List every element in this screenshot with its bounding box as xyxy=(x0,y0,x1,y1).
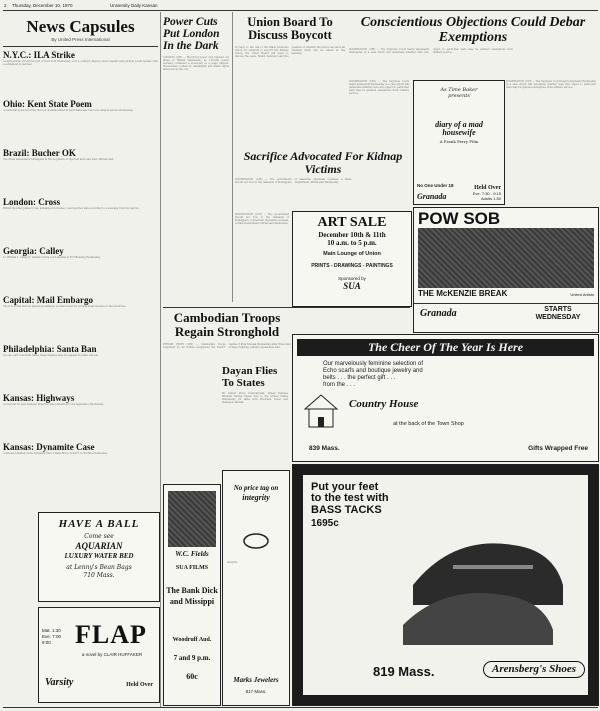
housewife-title: diary of a mad housewife xyxy=(435,120,483,137)
bass-tacks-brand: BASS TACKS xyxy=(311,504,382,516)
house-illustration-icon xyxy=(301,391,341,431)
capsule-item xyxy=(3,442,158,472)
capsule-headline: London: Cross xyxy=(3,197,61,207)
conscientious-continuation: WASHINGTON (UPI) — The Supreme Court heard arguments Wednesday in a case which will determine whether men who object to particular wars may be granted exemptions from military service. xyxy=(349,80,409,95)
sua-logo: SUA xyxy=(343,281,361,291)
capsule-headline: Ohio: Kent State Poem xyxy=(3,99,92,109)
conscientious-article xyxy=(349,16,597,76)
capsule-item xyxy=(3,148,158,194)
capsule-item xyxy=(3,295,158,341)
conscientious-continuation-2: WASHINGTON (UPI) — The Supreme Court heard arguments Wednesday in a case which will determine whether men who object to particular wars may be granted exemptions from military service. xyxy=(506,80,596,89)
sacrifice-headline: Sacrifice Advocated For Kidnap Victims xyxy=(243,149,403,176)
art-sale-title: ART SALE xyxy=(317,215,387,230)
capsule-body: A witness testified in the dynamite trial of Dana Bruce Schnorr in Wichita Wednesday. xyxy=(3,452,108,455)
capsule-body: The Swiss ambassador kidnapped in Rio de Janeiro is reported alive and well, officials said. xyxy=(3,158,115,161)
capsule-body: A memorial poem honoring the four students killed at Kent State was read at a campus service Wednesday. xyxy=(3,109,134,112)
sua-films-logo: SUA FILMS xyxy=(175,565,209,571)
marks-jewelers-ad: No price tag on integrity integrity Marks Jewelers 817 Mass. xyxy=(222,470,290,706)
capsule-body: Lt. William L. Calley Jr. testified at his court-martial at Fort Benning Wednesday. xyxy=(3,256,101,259)
movie-still xyxy=(418,228,594,288)
pow-sob-title: POW SOB xyxy=(418,209,501,228)
granada-logo-2: Granada xyxy=(420,308,457,319)
capsule-body: The U.S. Postal Service placed an embargo on mail bound for several areas because of the rail strike. xyxy=(3,305,127,308)
ring-icon xyxy=(241,531,271,551)
capsule-list xyxy=(3,50,158,472)
country-house-logo: Country House xyxy=(349,398,419,410)
capsule-item xyxy=(3,246,158,292)
capsule-headline: Georgia: Calley xyxy=(3,246,64,256)
capsule-body: A local court ruled that Santa Claus displays may not appear in public schools. xyxy=(3,354,99,357)
capsule-item xyxy=(3,99,158,145)
shoe-illustration-icon xyxy=(393,505,583,655)
news-capsules-column xyxy=(3,12,158,707)
issue-date: Thursday, December 10, 1970 xyxy=(12,3,73,8)
water-bed-ad: HAVE A BALL Come see AQUARIAN LUXURY WATER BED at Lenny's Bean Bags 710 Mass. xyxy=(38,512,160,602)
conscientious-body: WASHINGTON (UPI) — The Supreme Court heard arguments Wednesday in a case which will determine whether men who object to particular wars may be granted exemptions from military service. xyxy=(349,48,513,54)
cambodian-body: PHNOM PENH (UPI) — Cambodian troops supported by air strikes recaptured the district capital of Prek Tameak Wednesday after three days of heavy fighting, military spokesmen said. xyxy=(163,343,291,349)
capsule-headline: Kansas: Highways xyxy=(3,393,75,403)
union-board-headline: Union Board To Discuss Boycott xyxy=(247,15,333,42)
movie-name: THE McKENZIE BREAK xyxy=(418,289,508,298)
dayan-body: By United Press International. Israeli Defense Minister Moshe Dayan flew to the United States Wednesday for talks with President Nixon and Pentagon officials. xyxy=(222,392,288,404)
capsule-headline: Brazil: Bucher OK xyxy=(3,148,76,158)
union-board-body: In reply to the call of the Black Graduate Union for students to boycott the Kansas Union, the Union Board will meet to discuss the issue. Board members said the question of whether the Union can serve all students fairly will be raised at the meeting. xyxy=(235,46,345,58)
paper-name: University Daily Kansan xyxy=(110,3,158,8)
capsule-item xyxy=(3,344,158,390)
varsity-logo: Varsity xyxy=(45,677,74,688)
cambodian-headline: Cambodian Troops Regain Stronghold xyxy=(173,310,281,339)
capsule-headline: Kansas: Dynamite Case xyxy=(3,442,95,452)
country-house-ad: The Cheer Of The Year Is Here Our marvelously feminine selection of Echo scarfs and boutique jewelry and belts . . . the perfect gift . . . from the . . . Country House at the back of the Town Shop 839 Mass. Gifts Wrapped Free xyxy=(292,334,599,462)
capsule-body: A proposal for new highway financing was presented to the legislature Wednesday. xyxy=(3,403,104,406)
power-cuts-article xyxy=(163,16,229,306)
union-board-article xyxy=(235,16,345,146)
sacrifice-continuation: WASHINGTON (UPI) — The government should not bow to the demands of kidnappers of American diplomats overseas, a State Department official said Wednesday. xyxy=(235,213,289,225)
capsules-title: News Capsules xyxy=(26,17,135,36)
capsule-headline: Capital: Mail Embargo xyxy=(3,295,93,305)
wc-fields-ad: W.C. Fields SUA FILMS The Bank Dick and Missippi Woodruff Aud. 7 and 9 p.m. 60c xyxy=(163,484,221,706)
capsule-body: British diplomat James Cross, kidnapped in Quebec, was reported safe according to a message from his captors. xyxy=(3,207,140,210)
flap-movie-ad: Mat. 1:30 Eve. 7:00 9:00 FLAP a novel by CLAIR HUFFAKER Varsity Held Over xyxy=(38,607,160,703)
capsules-byline: By United Press International xyxy=(51,37,110,42)
fields-portrait xyxy=(168,491,216,547)
flap-title: FLAP xyxy=(75,620,147,649)
dayan-headline: Dayan Flies To States xyxy=(222,365,278,389)
conscientious-headline: Conscientious Objections Could Debar Exemptions xyxy=(360,15,586,45)
capsule-headline: Philadelphia: Santa Ban xyxy=(3,344,97,354)
cheer-banner: The Cheer Of The Year Is Here xyxy=(297,339,594,356)
granada-housewife-ad: As Time Baker presents diary of a mad housewife A Frank Perry Film No One Under 18 Held Over Eve. 7:30 - 9:15 Adults 1.50 Granada xyxy=(413,80,505,205)
power-cuts-headline: Power Cuts Put London In the Dark xyxy=(163,16,220,52)
mckenzie-break-ad: POW SOB THE McKENZIE BREAK United Artists Granada STARTS WEDNESDAY xyxy=(413,207,599,333)
sacrifice-article xyxy=(235,150,411,210)
page-number: 2 xyxy=(4,3,7,8)
capsule-item xyxy=(3,197,158,243)
power-cuts-body: LONDON (UPI) — Electrical power cuts blacked out areas of Britain Wednesday as 125,000 power workers continued a slowdown in a wage dispute. Housewives cooked by candlelight and traffic lights failed across the city. xyxy=(163,56,229,71)
granada-logo: Granada xyxy=(417,192,447,201)
capsule-body: Longshoremen struck the port of New York Wednesday over a contract dispute; union leaders said pickets would remain until a settlement is reached. xyxy=(3,60,158,66)
arensbergs-logo: Arensberg's Shoes xyxy=(483,661,585,678)
art-sale-ad: ART SALE December 10th & 11th 10 a.m. to 5 p.m. Main Lounge of Union PRINTS - DRAWINGS - PAINTINGS Sponsored by SUA xyxy=(292,211,412,307)
capsule-headline: N.Y.C.: ILA Strike xyxy=(3,50,75,60)
marks-logo: Marks Jewelers xyxy=(233,676,279,684)
bass-tacks-ad: Put your feet to the test with BASS TACKS 1695c 819 Mass. Arensberg's Shoes xyxy=(292,464,599,706)
sacrifice-body: WASHINGTON (UPI) — The government should not bow to the demands of kidnappers of American diplomats overseas, a State Department official said Wednesday. xyxy=(235,178,352,184)
dayan-article xyxy=(222,366,288,466)
capsule-item xyxy=(3,393,158,439)
capsule-item xyxy=(3,50,158,96)
